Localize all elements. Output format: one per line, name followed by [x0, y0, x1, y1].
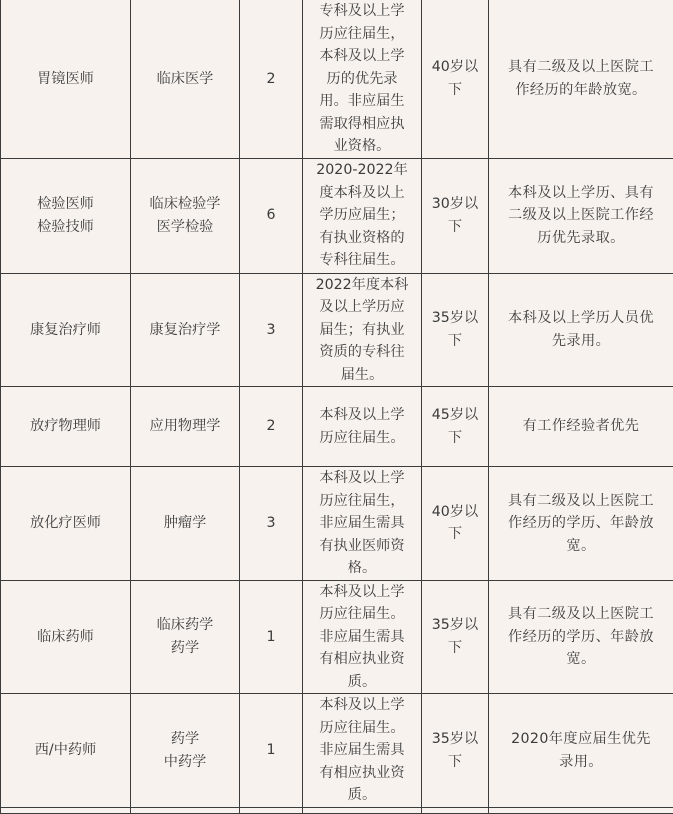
cell-text-line: 作经历的年龄放宽。: [495, 79, 667, 102]
cell-text-line: 35岁以: [425, 614, 485, 637]
count-cell: [240, 467, 303, 581]
age-cell: [422, 158, 489, 273]
major-cell: [131, 387, 240, 467]
cell-text-line: 宽。: [495, 535, 667, 558]
cell-text-line: 度本科及以上: [306, 182, 418, 205]
age-cell: [422, 467, 489, 581]
major-cell: [131, 0, 240, 158]
requirement-cell: [489, 580, 673, 694]
cell-text-line: 及以上学历应: [306, 296, 418, 319]
table-row: [1, 273, 673, 387]
cell-text-line: 有相应执业资: [306, 762, 418, 785]
cell-text-line: 临床医学: [134, 68, 236, 91]
table-row: [1, 158, 673, 273]
cell-text-line: 格。: [306, 557, 418, 580]
major-cell: [131, 467, 240, 581]
cell-text-line: 下: [425, 637, 485, 660]
cell-text-line: 应用物理学: [134, 415, 236, 438]
table-row: [1, 0, 673, 158]
empty-cell: [489, 808, 673, 814]
cell-text-line: 临床药学: [134, 614, 236, 637]
education-cell: [303, 694, 422, 808]
cell-text: 2: [266, 418, 275, 434]
cell-text-line: 2020年度应届生优先: [495, 728, 667, 751]
cell-text: 1: [266, 742, 275, 758]
cell-text-line: 需取得相应执: [306, 113, 418, 136]
cell-text-line: 录用。: [495, 751, 667, 774]
cell-text-line: 宽。: [495, 648, 667, 671]
count-cell: [240, 158, 303, 273]
count-cell: [240, 387, 303, 467]
count-cell: [240, 273, 303, 387]
age-cell: [422, 0, 489, 158]
cell-text-line: 2022年度本科: [306, 274, 418, 297]
age-cell: [422, 694, 489, 808]
cell-text-line: 本科及以上学: [306, 581, 418, 604]
age-cell: [422, 273, 489, 387]
cell-text-line: 作经历的学历、年龄放: [495, 512, 667, 535]
cell-text-line: 本科及以上学: [306, 404, 418, 427]
cell-text: 3: [266, 515, 275, 531]
position-cell: [1, 580, 131, 694]
requirement-cell: [489, 158, 673, 273]
table-row: [1, 694, 673, 808]
empty-cell: [1, 808, 131, 814]
cell-text-line: 届生；有执业: [306, 319, 418, 342]
cell-text-line: 中药学: [134, 751, 236, 774]
count-cell: [240, 580, 303, 694]
position-cell: [1, 387, 131, 467]
major-cell: [131, 273, 240, 387]
major-cell: [131, 694, 240, 808]
cell-text-line: 具有二级及以上医院工: [495, 603, 667, 626]
position-cell: [1, 0, 131, 158]
empty-cell: [303, 808, 422, 814]
cell-text: 3: [266, 322, 275, 338]
education-cell: [303, 387, 422, 467]
cell-text-line: 本科及以上学: [306, 467, 418, 490]
cell-text-line: 专科往届生。: [306, 249, 418, 272]
cell-text-line: 检验技师: [4, 216, 127, 239]
empty-cell: [131, 808, 240, 814]
position-cell: [1, 273, 131, 387]
cell-text-line: 学历应届生；: [306, 204, 418, 227]
cell-text: 6: [266, 207, 275, 223]
cell-text-line: 放化疗医师: [4, 512, 127, 535]
requirement-cell: [489, 694, 673, 808]
cell-text-line: 35岁以: [425, 307, 485, 330]
cell-text-line: 下: [425, 523, 485, 546]
cell-text-line: 药学: [134, 637, 236, 660]
cell-text-line: 非应届生需具: [306, 626, 418, 649]
cell-text-line: 质。: [306, 671, 418, 694]
table-row: [1, 467, 673, 581]
cell-text-line: 历应往届生，: [306, 23, 418, 46]
empty-cell: [240, 808, 303, 814]
count-cell: [240, 0, 303, 158]
education-cell: [303, 158, 422, 273]
cell-text-line: 有相应执业资: [306, 648, 418, 671]
empty-cell: [422, 808, 489, 814]
cell-text-line: 下: [425, 751, 485, 774]
cell-text-line: 下: [425, 216, 485, 239]
cell-text-line: 质。: [306, 784, 418, 807]
position-cell: [1, 467, 131, 581]
cell-text-line: 临床药师: [4, 626, 127, 649]
education-cell: [303, 580, 422, 694]
cell-text-line: 专科及以上学: [306, 0, 418, 23]
cell-text-line: 本科及以上学历、具有: [495, 182, 667, 205]
cell-text-line: 检验医师: [4, 193, 127, 216]
table-row-partial: [1, 808, 673, 814]
cell-text-line: 业资格。: [306, 135, 418, 158]
table-row: [1, 387, 673, 467]
major-cell: [131, 158, 240, 273]
cell-text-line: 药学: [134, 728, 236, 751]
table-body: [1, 0, 673, 814]
requirement-cell: [489, 0, 673, 158]
cell-text-line: 临床检验学: [134, 193, 236, 216]
table-row: [1, 580, 673, 694]
cell-text-line: 二级及以上医院工作经: [495, 204, 667, 227]
cell-text-line: 康复治疗学: [134, 319, 236, 342]
cell-text-line: 历应往届生，: [306, 490, 418, 513]
cell-text-line: 下: [425, 427, 485, 450]
cell-text-line: 本科及以上学: [306, 694, 418, 717]
cell-text-line: 历优先录取。: [495, 227, 667, 250]
cell-text-line: 历的优先录: [306, 68, 418, 91]
cell-text-line: 本科及以上学历人员优: [495, 307, 667, 330]
cell-text-line: 45岁以: [425, 404, 485, 427]
age-cell: [422, 580, 489, 694]
cell-text-line: 届生。: [306, 364, 418, 387]
cell-text-line: 40岁以: [425, 56, 485, 79]
age-cell: [422, 387, 489, 467]
education-cell: [303, 467, 422, 581]
cell-text: 1: [266, 629, 275, 645]
position-cell: [1, 158, 131, 273]
cell-text: 2: [266, 71, 275, 87]
requirement-cell: [489, 273, 673, 387]
cell-text-line: 历应往届生。: [306, 427, 418, 450]
cell-text-line: 40岁以: [425, 501, 485, 524]
cell-text-line: 历应往届生。: [306, 717, 418, 740]
cell-text-line: 下: [425, 330, 485, 353]
cell-text-line: 先录用。: [495, 330, 667, 353]
cell-text-line: 放疗物理师: [4, 415, 127, 438]
cell-text-line: 肿瘤学: [134, 512, 236, 535]
cell-text-line: 胃镜医师: [4, 68, 127, 91]
education-cell: [303, 0, 422, 158]
cell-text-line: 非应届生需具: [306, 739, 418, 762]
education-cell: [303, 273, 422, 387]
cell-text-line: 医学检验: [134, 216, 236, 239]
cell-text-line: 有执业医师资: [306, 535, 418, 558]
cell-text-line: 资质的专科往: [306, 341, 418, 364]
count-cell: [240, 694, 303, 808]
cell-text-line: 具有二级及以上医院工: [495, 56, 667, 79]
cell-text-line: 具有二级及以上医院工: [495, 490, 667, 513]
cell-text-line: 35岁以: [425, 728, 485, 751]
cell-text-line: 非应届生需具: [306, 512, 418, 535]
requirement-cell: [489, 467, 673, 581]
cell-text-line: 有工作经验者优先: [495, 415, 667, 438]
cell-text-line: 2020-2022年: [306, 159, 418, 182]
cell-text-line: 作经历的学历、年龄放: [495, 626, 667, 649]
cell-text-line: 历应往届生。: [306, 603, 418, 626]
cell-text-line: 有执业资格的: [306, 227, 418, 250]
cell-text-line: 下: [425, 79, 485, 102]
cell-text-line: 康复治疗师: [4, 319, 127, 342]
cell-text-line: 本科及以上学: [306, 45, 418, 68]
major-cell: [131, 580, 240, 694]
cell-text-line: 用。非应届生: [306, 90, 418, 113]
requirement-cell: [489, 387, 673, 467]
position-cell: [1, 694, 131, 808]
cell-text-line: 30岁以: [425, 193, 485, 216]
cell-text-line: 西/中药师: [4, 739, 127, 762]
